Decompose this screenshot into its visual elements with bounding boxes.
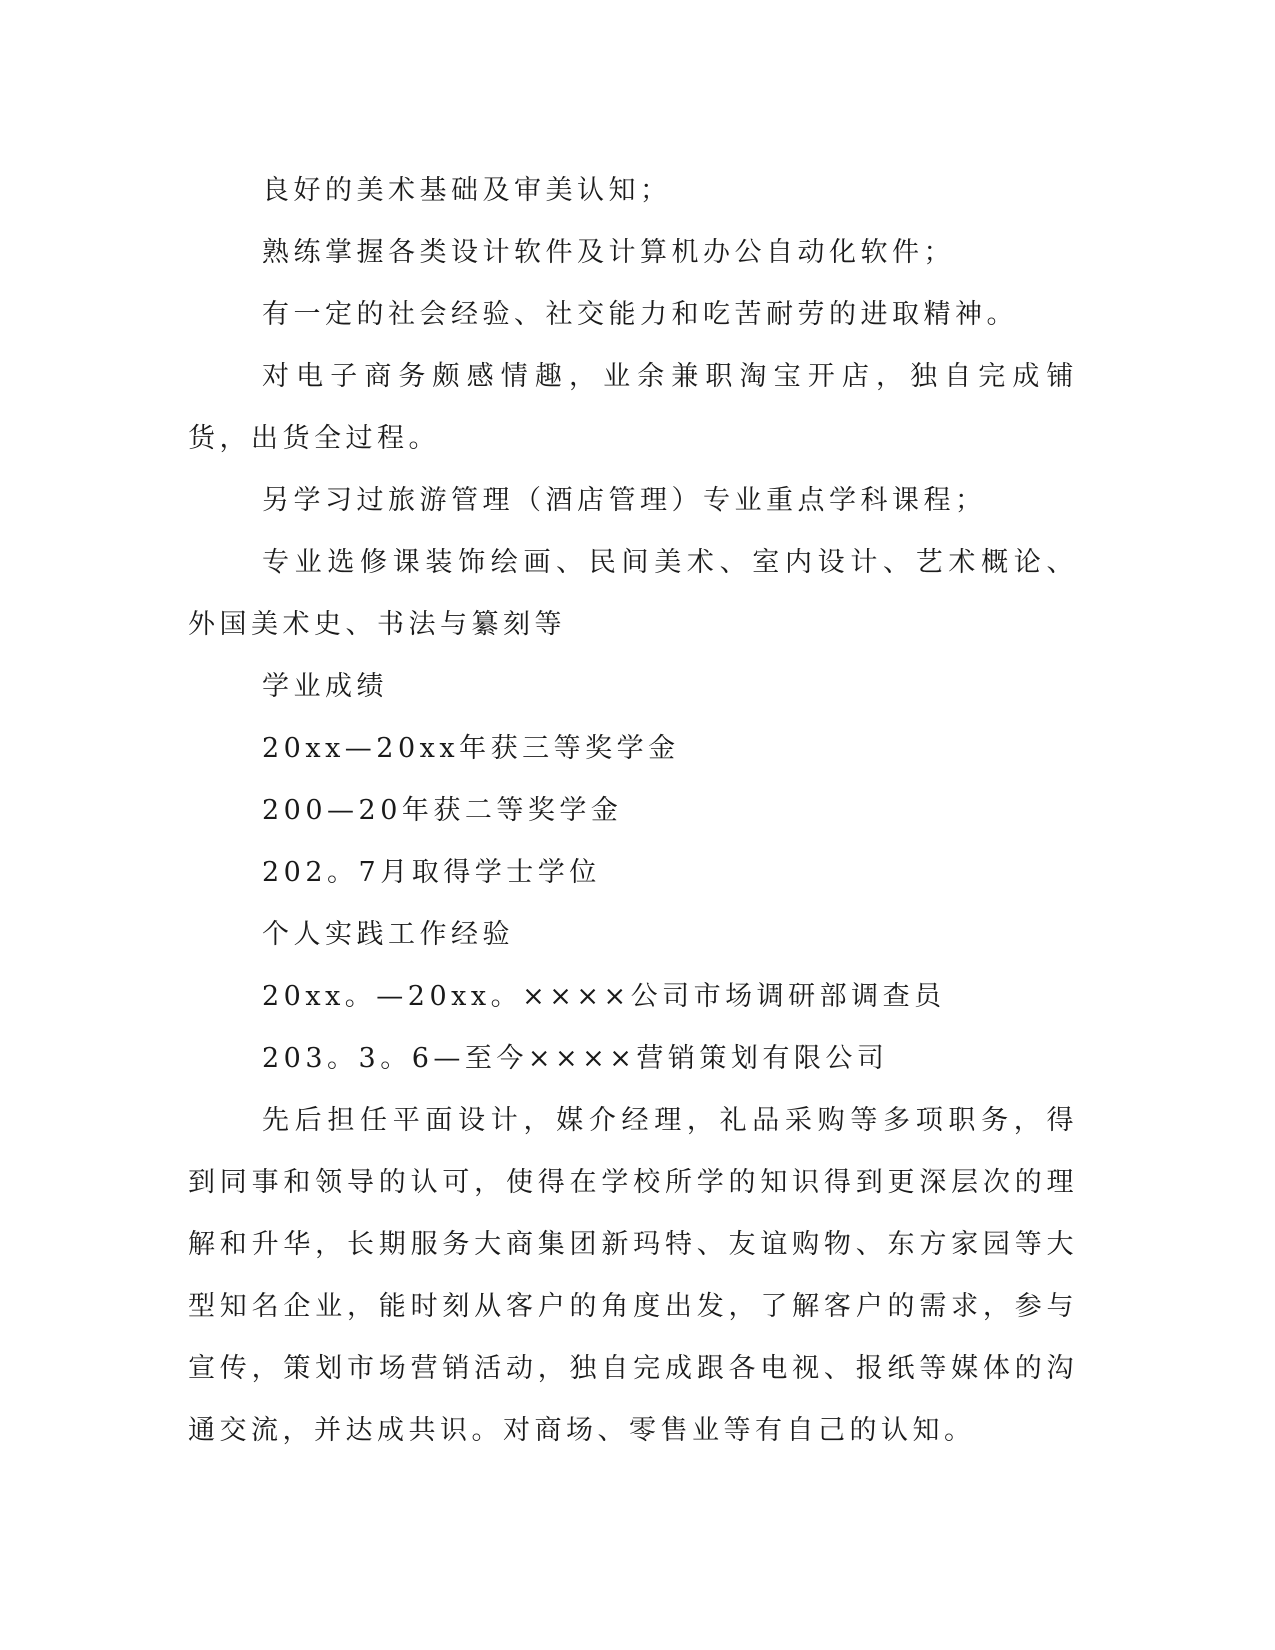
paragraph-software-skills: 熟练掌握各类设计软件及计算机办公自动化软件； [262, 237, 955, 268]
document-body [188, 160, 1078, 1462]
section-heading-academic: 学业成绩 [262, 671, 388, 702]
paragraph-art-foundation: 良好的美术基础及审美认知； [262, 175, 672, 206]
paragraph-ecommerce: 对电子商务颇感情趣，业余兼职淘宝开店，独自完成铺货，出货全过程。 [188, 361, 1078, 454]
section-heading-experience: 个人实践工作经验 [262, 919, 514, 950]
paragraph-job-marketing: 203。3。6—至今××××营销策划有限公司 [262, 1043, 889, 1074]
paragraph-job-research: 20xx。—20xx。××××公司市场调研部调查员 [262, 981, 946, 1012]
paragraph-social-experience: 有一定的社会经验、社交能力和吃苦耐劳的进取精神。 [262, 299, 1018, 330]
paragraph-job-description: 先后担任平面设计，媒介经理，礼品采购等多项职务，得到同事和领导的认可，使得在学校所学的知识得到更深层次的理解和升华，长期服务大商集团新玛特、友谊购物、东方家园等大型知名企业，能时刻从客户的角度出发，了解客户的需求，参与宣传，策划市场营销活动，独自完成跟各电视、报纸等媒体的沟通交流，并达成共识。对商场、零售业等有自己的认知。 [188, 1105, 1078, 1446]
paragraph-degree: 202。7月取得学士学位 [262, 857, 601, 888]
paragraph-elective-courses: 专业选修课装饰绘画、民间美术、室内设计、艺术概论、外国美术史、书法与纂刻等 [188, 547, 1078, 640]
paragraph-tourism-courses: 另学习过旅游管理（酒店管理）专业重点学科课程； [262, 485, 987, 516]
paragraph-award-second: 200—20年获二等奖学金 [262, 795, 623, 826]
paragraph-award-third: 20xx—20xx年获三等奖学金 [262, 733, 680, 764]
